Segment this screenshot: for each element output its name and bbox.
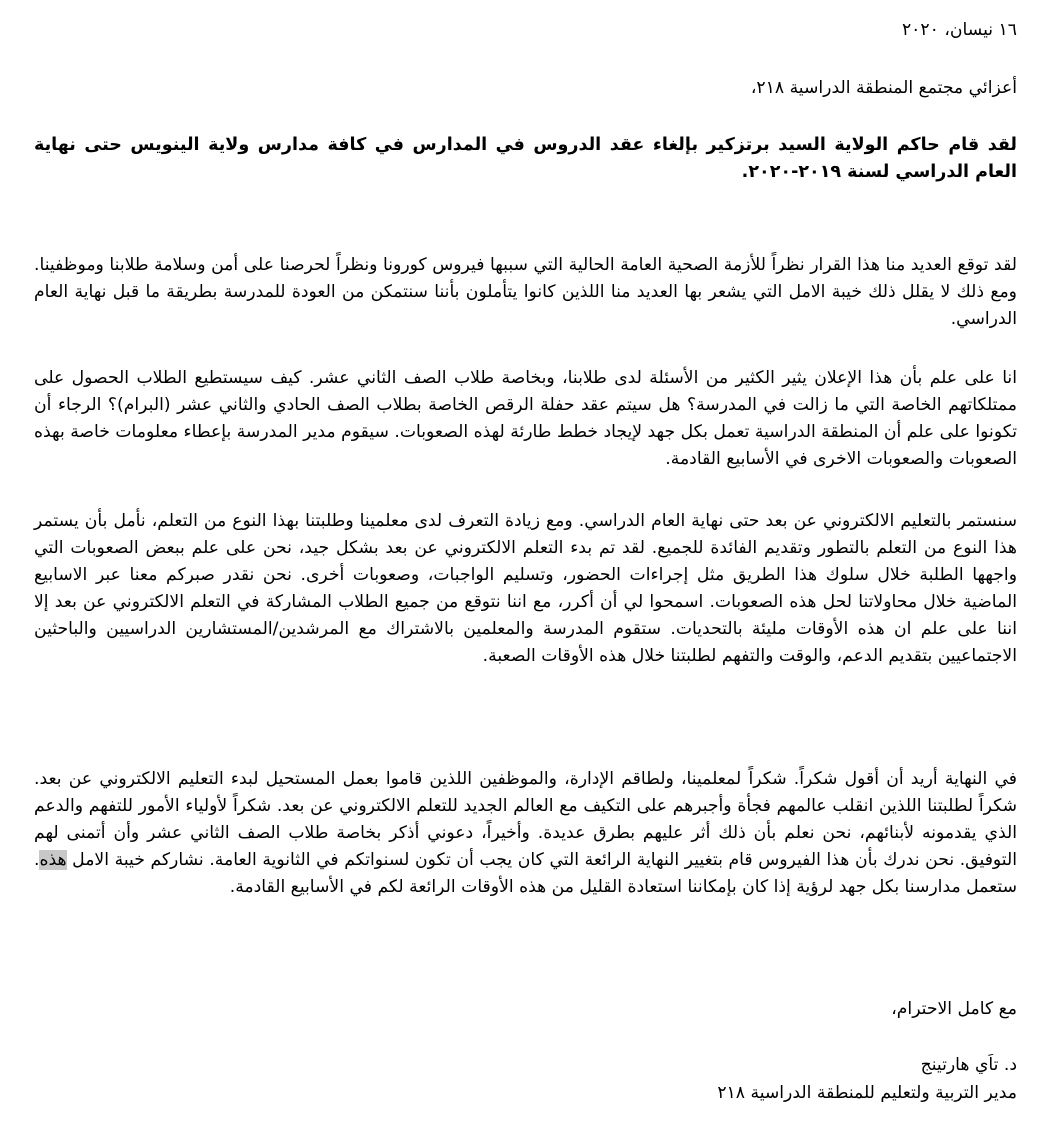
highlighted-word: هذه <box>39 850 67 870</box>
body-paragraph-3: سنستمر بالتعليم الالكتروني عن بعد حتى نهاية العام الدراسي. ومع زيادة التعرف لدى معلمينا وطلبتنا بهذا النوع من التعلم، نأمل بأن يستمر هذا النوع من التعلم بالتطور وتقديم الفائدة للجميع. لقد تم بدء التعلم الالكتروني عن بعد بشكل جيد، نحن على علم ببعض الصعوبات التي واجهها الطلبة خلال سلوك هذا الطريق مثل إجراءات الحضور، وتسليم الواجبات، وصعوبات أخرى. نحن نقدر صبركم معنا عبر الاسابيع الماضية خلال محاولاتنا لحل هذه الصعوبات. اسمحوا لي أن أكرر، مع اننا نتوقع من جميع الطلاب المشاركة في التعلم الالكتروني عن بعد إلا اننا على علم ان هذه الأوقات مليئة بالتحديات. ستقوم المدرسة والمعلمين بالاشتراك مع المرشدين/المستشارين الدراسيين والباحثين الاجتماعيين بتقديم الدعم، والوقت والتفهم لطلبتنا خلال هذه الأوقات الصعبة. <box>34 511 1017 666</box>
body-paragraph-2: انا على علم بأن هذا الإعلان يثير الكثير من الأسئلة لدى طلابنا، وبخاصة طلاب الصف الثاني عشر. كيف سيستطيع الطلاب الحصول على ممتلكاتهم الخاصة التي ما زالت في المدرسة؟ هل سيتم عقد حفلة الرقص الخاصة بطلاب الصف الحادي والثاني عشر (البرام)؟ الرجاء أن تكونوا على علم أن المنطقة الدراسية تعمل بكل جهد لإيجاد خطط طارئة لهذه الصعوبات. سيقوم مدير المدرسة بإعطاء معلومات خاصة بهذه الصعوبات والصعوبات الاخرى في الأسابيع القادمة. <box>34 368 1017 469</box>
letter-closing: مع كامل الاحترام، <box>891 999 1017 1019</box>
paragraph-4-text-end: . ستعمل مدارسنا بكل جهد لرؤية إذا كان بإمكاننا استعادة القليل من هذه الأوقات الرائعة لكم في الأسابيع القادمة. <box>34 850 1017 897</box>
body-paragraph-1: لقد توقع العديد منا هذا القرار نظراً للأزمة الصحية العامة الحالية التي سببها فيروس كورونا ونظراً لحرصنا على أمن وسلامة طلابنا وموظفينا. ومع ذلك لا يقلل ذلك خيبة الامل التي يشعر بها العديد منا اللذين كانوا يتأملون بأننا سنتمكن من العودة للمدرسة بطريقة ما قبل نهاية العام الدراسي. <box>34 255 1017 329</box>
body-paragraph-4 <box>34 766 1017 901</box>
paragraph-4-text-start: في النهاية أريد أن أقول شكراً. شكراً لمعلمينا، ولطاقم الإدارة، والموظفين اللذين قاموا بعمل المستحيل لبدء التعليم الالكتروني عن بعد. شكراً لطلبتنا اللذين انقلب عالمهم فجأة وأجبرهم على التكيف مع العالم الجديد للتعلم الالكتروني عن بعد. شكراً لأولياء الأمور للتفهم والدعم الذي يقدمونه لأبنائهم، نحن نعلم بأن ذلك أثر عليهم بطرق عديدة. وأخيراً، دعوني أذكر بخاصة طلاب الصف الثاني عشر وأن أتمنى لهم التوفيق. نحن ندرك بأن هذا الفيروس قام بتغيير النهاية الرائعة التي كان يجب أن تكون لسنواتكم في الثانوية العامة. نشاركم خيبة الامل <box>34 769 1017 870</box>
letter-greeting: أعزائي مجتمع المنطقة الدراسية ٢١٨، <box>750 78 1017 98</box>
signature-title: مدير التربية ولتعليم للمنطقة الدراسية ٢١٨ <box>717 1083 1017 1103</box>
announcement-paragraph: لقد قام حاكم الولاية السيد برتزكير بإلغاء عقد الدروس في المدارس في كافة مدارس ولاية الينويس حتى نهاية العام الدراسي لسنة ٢٠١٩-٢٠٢٠. <box>34 135 1017 182</box>
signature-name: د. تاَي هارتينج <box>920 1055 1017 1075</box>
letter-date: ١٦ نيسان، ٢٠٢٠ <box>901 20 1017 40</box>
